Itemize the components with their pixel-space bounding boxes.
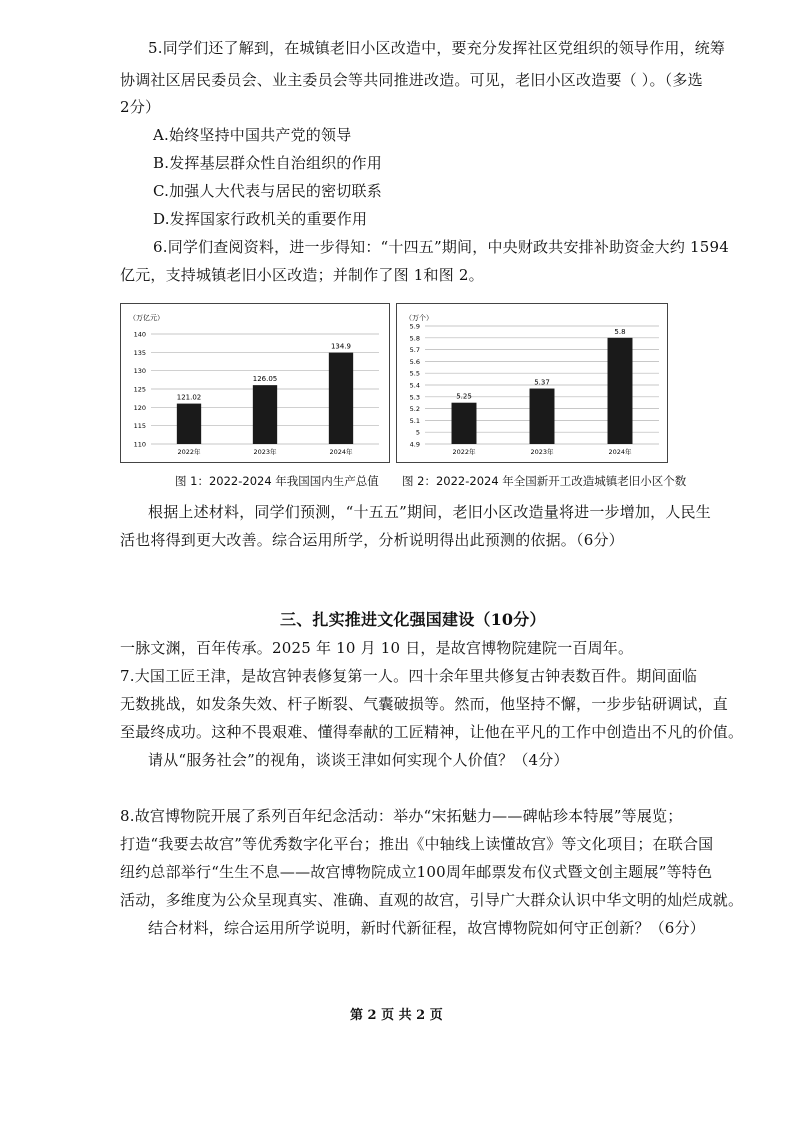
gdp-category-label: 2023年: [253, 448, 277, 456]
figure-2-caption: 图 2：2022-2024 年全国新开工改造城镇老旧小区个数: [402, 474, 687, 488]
gdp-bar: [177, 404, 201, 444]
renovation-bar: [608, 338, 633, 444]
q6-task-line-2: 活也将得到更大改善。综合运用所学，分析说明得出此预测的依据。（6分）: [120, 531, 624, 549]
gdp-ytick-label: 120: [133, 403, 146, 412]
renovation-ytick-label: 5.4: [409, 381, 420, 390]
renovation-category-label: 2022年: [452, 448, 476, 456]
section-3-title: 三、扎实推进文化强国建设（10分）: [280, 610, 546, 629]
renovation-ytick-label: 4.9: [409, 440, 420, 449]
q8-stem-line-2: 打造“我要去故宫”等优秀数字化平台；推出《中轴线上读懂故宫》等文化项目；在联合国: [120, 835, 714, 853]
renovation-ytick-label: 5.6: [409, 357, 420, 366]
gdp-ytick-label: 135: [133, 348, 146, 357]
gdp-bar: [329, 353, 353, 444]
q5-stem-line-3: 2分）: [120, 98, 161, 116]
gdp-ytick-label: 125: [133, 385, 146, 394]
q8-stem-line-5: 结合材料，综合运用所学说明，新时代新征程，故宫博物院如何守正创新？（6分）: [148, 919, 705, 937]
renovation-ytick-label: 5.8: [409, 334, 420, 343]
renovation-category-label: 2023年: [530, 448, 554, 456]
page-footer: 第 2 页 共 2 页: [350, 1008, 443, 1023]
q5-stem-line-2: 协调社区居民委员会、业主委员会等共同推进改造。可见，老旧小区改造要（ ）。（多选: [120, 71, 703, 89]
gdp-ytick-label: 115: [133, 422, 146, 431]
gdp-category-label: 2022年: [177, 448, 201, 456]
q8-stem-line-3: 纽约总部举行“生生不息——故宫博物院成立100周年邮票发布仪式暨文创主题展”等特色: [120, 863, 713, 881]
q5-option-a: A.始终坚持中国共产党的领导: [153, 126, 352, 144]
renovation-data-label: 5.8: [614, 327, 626, 336]
q6-stem-line-2: 亿元，支持城镇老旧小区改造；并制作了图 1和图 2。: [120, 266, 484, 284]
renovation-ytick-label: 5.2: [409, 405, 420, 414]
q5-option-b: B.发挥基层群众性自治组织的作用: [153, 154, 382, 172]
gdp-bar-chart-svg: [121, 304, 389, 462]
renovation-ytick-label: 5.7: [409, 346, 420, 355]
renovation-category-label: 2024年: [608, 448, 632, 456]
renovation-data-label: 5.25: [456, 392, 472, 401]
figure-1-gdp-chart: [120, 303, 390, 463]
gdp-bar: [253, 385, 277, 444]
gdp-category-label: 2024年: [329, 448, 353, 456]
renovation-ytick-label: 5.3: [409, 393, 420, 402]
renovation-unit-label: （万个）: [405, 314, 433, 322]
q6-task-line-1: 根据上述材料，同学们预测，“十五五”期间，老旧小区改造量将进一步增加，人民生: [148, 503, 711, 521]
q7-stem-line-4: 请从“服务社会”的视角，谈谈王津如何实现个人价值？（4分）: [148, 751, 569, 769]
figure-1-caption: 图 1：2022-2024 年我国国内生产总值: [175, 474, 379, 488]
q6-stem-line-1: 6.同学们查阅资料，进一步得知：“十四五”期间，中央财政共安排补助资金大约 1594: [153, 238, 729, 256]
renovation-ytick-label: 5.5: [409, 369, 420, 378]
q7-stem-line-2: 无数挑战，如发条失效、杆子断裂、气囊破损等。然而，他坚持不懈，一步步钻研调试，直: [120, 695, 729, 713]
section-3-intro: 一脉文渊，百年传承。2025 年 10 月 10 日，是故宫博物院建院一百周年。: [120, 639, 634, 657]
gdp-ytick-label: 110: [133, 440, 146, 449]
gdp-unit-label: （万亿元）: [129, 314, 164, 322]
renovation-bar-chart-svg: [397, 304, 667, 462]
gdp-ytick-label: 140: [133, 330, 146, 339]
renovation-bar: [452, 403, 477, 444]
q5-stem-line-1: 5.同学们还了解到，在城镇老旧小区改造中，要充分发挥社区党组织的领导作用，统筹: [148, 39, 726, 57]
q7-stem-line-1: 7.大国工匠王津，是故宫钟表修复第一人。四十余年里共修复古钟表数百件。期间面临: [120, 667, 698, 685]
gdp-data-label: 121.02: [176, 393, 202, 402]
q8-stem-line-1: 8.故宫博物院开展了系列百年纪念活动：举办“宋拓魅力——碑帖珍本特展”等展览；: [120, 807, 683, 825]
renovation-ytick-label: 5: [415, 428, 420, 437]
q5-option-c: C.加强人大代表与居民的密切联系: [153, 182, 382, 200]
q7-stem-line-3: 至最终成功。这种不畏艰难、懂得奉献的工匠精神，让他在平凡的工作中创造出不凡的价值。: [120, 723, 744, 741]
renovation-data-label: 5.37: [534, 378, 550, 387]
renovation-ytick-label: 5.1: [409, 416, 420, 425]
gdp-data-label: 134.9: [330, 342, 352, 351]
figure-2-renovation-chart: [396, 303, 668, 463]
renovation-bar: [530, 389, 555, 444]
gdp-data-label: 126.05: [252, 375, 278, 384]
renovation-ytick-label: 5.9: [409, 322, 420, 331]
gdp-ytick-label: 130: [133, 367, 146, 376]
q5-option-d: D.发挥国家行政机关的重要作用: [153, 210, 368, 228]
q8-stem-line-4: 活动，多维度为公众呈现真实、准确、直观的故宫，引导广大群众认识中华文明的灿烂成就。: [120, 891, 744, 909]
